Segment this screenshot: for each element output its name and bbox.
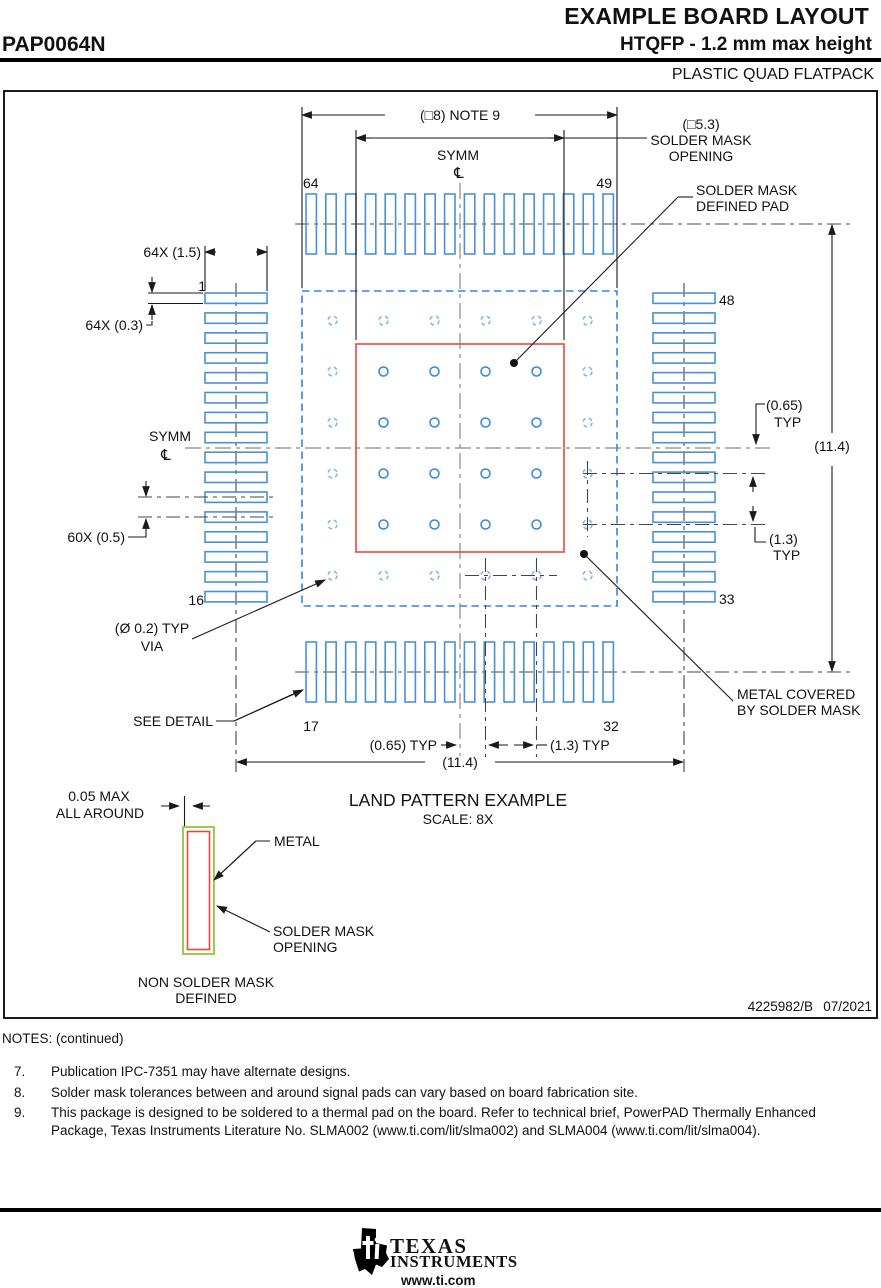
dim-side-pitch xyxy=(67,481,275,545)
metal-covered-label-2: BY SOLDER MASK xyxy=(737,702,861,718)
detail-nsmd-label-1: NON SOLDER MASK xyxy=(137,974,275,990)
via xyxy=(328,367,337,376)
mask-size-label: (□5.3) xyxy=(682,116,720,132)
via xyxy=(328,316,337,325)
note-text: This package is designed to be soldered to a thermal pad on the board. Refer to technical brief, PowerPAD Thermally Enhanced Package, Texas Instruments Literature No. SLMA002 (www.ti.com/lit/slma002) and SLMA004 (www.ti.com/lit/slma004). xyxy=(51,1105,816,1138)
footer-divider xyxy=(0,1208,881,1212)
pin-48: 48 xyxy=(719,292,735,308)
doc-number: 4225982/B xyxy=(747,999,813,1014)
note-item xyxy=(8,1104,868,1139)
via xyxy=(430,520,439,529)
via xyxy=(328,520,337,529)
page-title: EXAMPLE BOARD LAYOUT xyxy=(564,3,869,29)
dim-065-bottom xyxy=(370,737,456,753)
via xyxy=(430,367,439,376)
detail-tolerance-label-2: ALL AROUND xyxy=(55,805,145,821)
smd-pad-callout xyxy=(510,182,798,367)
drawing-border xyxy=(4,91,877,1018)
via xyxy=(532,418,541,427)
dim-114-right-label: (11.4) xyxy=(814,438,850,454)
via xyxy=(532,520,541,529)
dim-114-bottom-label: (11.4) xyxy=(442,754,478,770)
dim-side-pitch-label: 60X (0.5) xyxy=(67,529,125,545)
detail-opening-label-2: OPENING xyxy=(273,939,338,955)
dim-065-bottom-label: (0.65) TYP xyxy=(369,737,437,753)
note-number: 7. xyxy=(14,1064,26,1079)
detail-opening-label-1: SOLDER MASK xyxy=(273,923,375,939)
via xyxy=(379,520,388,529)
via xyxy=(430,418,439,427)
via xyxy=(481,367,490,376)
dim-outer-label: (□8) NOTE 9 xyxy=(419,107,501,123)
via-label-2: VIA xyxy=(140,638,164,654)
detail-view xyxy=(56,788,375,1006)
pin-16: 16 xyxy=(188,592,204,608)
symm-left-label: SYMM xyxy=(149,428,191,444)
brand-texas: TEXAS xyxy=(390,1234,468,1258)
package-height-subtitle: HTQFP - 1.2 mm max height xyxy=(620,34,872,55)
centerline-symbol-top: ℄ xyxy=(454,164,464,182)
via xyxy=(430,316,439,325)
detail-metal-label: METAL xyxy=(274,833,320,849)
see-detail-label: SEE DETAIL xyxy=(133,713,213,729)
via xyxy=(481,418,490,427)
dim-065-right xyxy=(756,397,803,444)
via xyxy=(583,316,592,325)
dim-pad-width xyxy=(85,277,203,333)
drawing-caption: LAND PATTERN EXAMPLE xyxy=(348,790,568,810)
via xyxy=(583,571,592,580)
via xyxy=(328,469,337,478)
pin-33: 33 xyxy=(719,591,735,607)
via xyxy=(532,367,541,376)
via xyxy=(430,571,439,580)
see-detail-callout xyxy=(133,690,303,729)
via xyxy=(481,520,490,529)
via xyxy=(532,316,541,325)
notes-heading: NOTES: (continued) xyxy=(2,1031,124,1046)
via xyxy=(430,469,439,478)
dim-065-right-label-1: (0.65) xyxy=(766,397,803,413)
via xyxy=(583,367,592,376)
pin-49: 49 xyxy=(596,175,612,191)
detail-tolerance-label-1: 0.05 MAX xyxy=(68,788,130,804)
note-text: Solder mask tolerances between and around signal pads can vary based on board fabrication site. xyxy=(51,1084,638,1100)
smd-pad-label-1: SOLDER MASK xyxy=(696,182,798,198)
mask-open-label-2: OPENING xyxy=(668,148,734,164)
dim-13-right-label-1: (1.3) xyxy=(769,531,798,547)
notes-list xyxy=(8,1063,868,1142)
via xyxy=(379,571,388,580)
drawing-scale: SCALE: 8X xyxy=(422,811,494,827)
via xyxy=(379,418,388,427)
dim-13-bottom-label: (1.3) TYP xyxy=(550,737,610,753)
note-number: 9. xyxy=(14,1105,26,1120)
note-item xyxy=(8,1063,868,1081)
dim-114-bottom xyxy=(237,754,683,770)
mask-open-label-1: SOLDER MASK xyxy=(650,132,752,148)
note-text: Publication IPC-7351 may have alternate designs. xyxy=(51,1064,351,1079)
dim-065-right-label-2: TYP xyxy=(774,414,802,430)
dim-114-right xyxy=(814,225,850,671)
note-number: 8. xyxy=(14,1084,26,1100)
via xyxy=(379,367,388,376)
via xyxy=(583,418,592,427)
via-label-1: (Ø 0.2) TYP xyxy=(114,620,190,636)
smd-pad-label-2: DEFINED PAD xyxy=(696,198,790,214)
via xyxy=(379,316,388,325)
via xyxy=(328,571,337,580)
via xyxy=(328,418,337,427)
via xyxy=(481,469,490,478)
pin-1: 1 xyxy=(198,278,206,294)
via xyxy=(481,316,490,325)
symm-top-label: SYMM xyxy=(437,147,479,163)
metal-covered-callout xyxy=(580,550,861,718)
dim-pad-length xyxy=(143,244,267,291)
pin-32: 32 xyxy=(603,718,619,734)
part-number: PAP0064N xyxy=(2,33,106,56)
pin-17: 17 xyxy=(303,718,319,734)
detail-nsmd-label-2: DEFINED xyxy=(175,990,237,1006)
centerline-symbol-left: ℄ xyxy=(161,446,171,464)
pin-64: 64 xyxy=(303,175,319,191)
note-item xyxy=(8,1084,868,1102)
via xyxy=(379,469,388,478)
centerlines xyxy=(185,183,852,772)
doc-date: 07/2021 xyxy=(823,999,872,1014)
package-type: PLASTIC QUAD FLATPACK xyxy=(671,66,874,83)
brand-instruments: INSTRUMENTS xyxy=(390,1252,518,1271)
dim-13-right-label-2: TYP xyxy=(773,547,801,563)
texas-state-icon xyxy=(353,1228,389,1276)
dim-13-bottom xyxy=(465,558,610,757)
dim-pad-width-label: 64X (0.3) xyxy=(85,317,143,333)
via xyxy=(532,469,541,478)
dim-pad-length-label: 64X (1.5) xyxy=(143,244,201,260)
metal-covered-label-1: METAL COVERED xyxy=(737,686,856,702)
ti-url: www.ti.com xyxy=(401,1273,476,1288)
detail-mask-opening-outline xyxy=(188,832,210,950)
